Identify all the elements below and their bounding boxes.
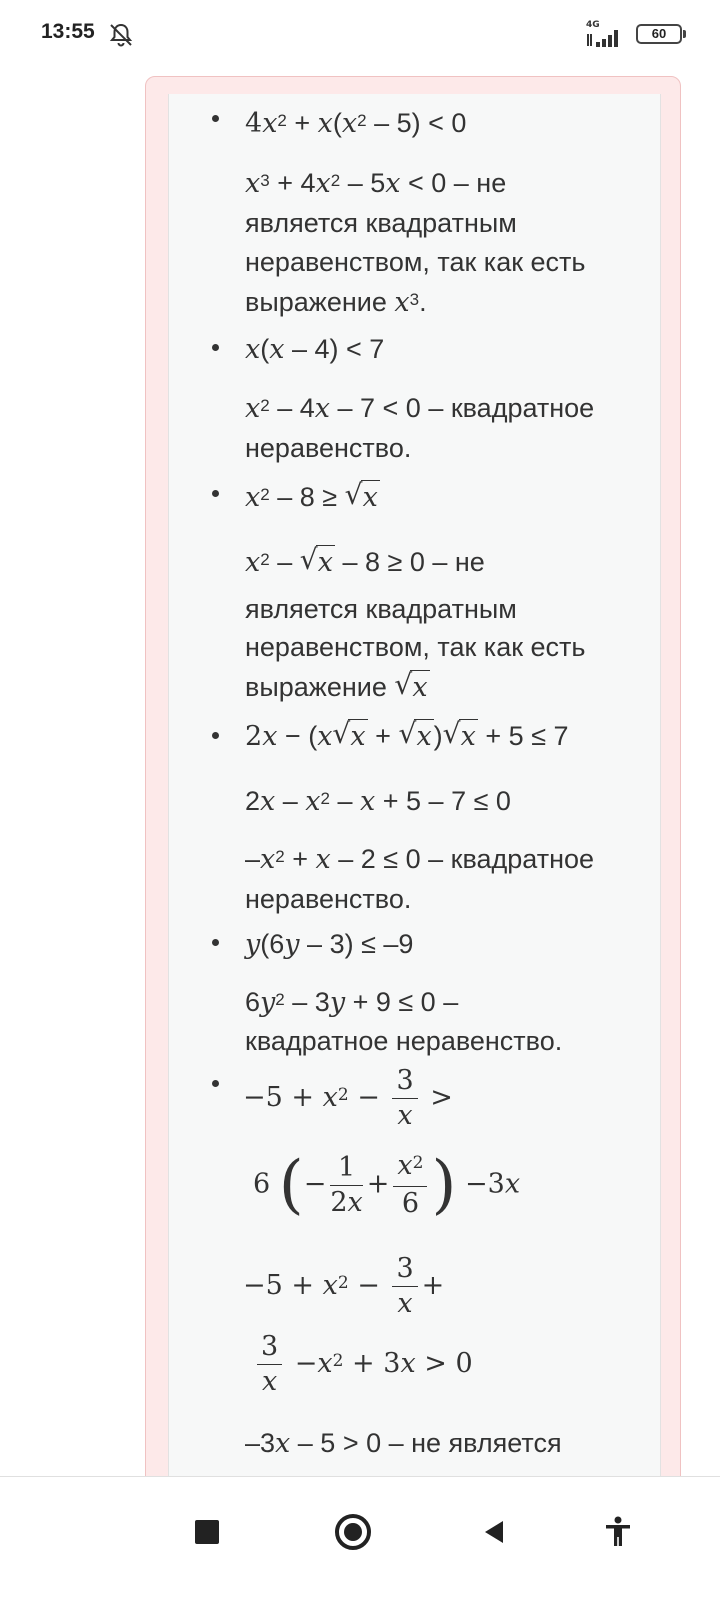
recents-button[interactable] <box>182 1507 232 1557</box>
circle-icon <box>333 1512 373 1552</box>
navigation-bar <box>0 1476 720 1601</box>
solution-2-text: неравенство. <box>245 433 412 463</box>
square-icon <box>194 1519 220 1545</box>
bullet <box>212 1080 219 1087</box>
solution-2-expr: $x^2 - 4x - 7 < 0$ – квадратное <box>245 393 595 424</box>
solution-6-expr: –3x – 5 > 0 – не является <box>245 1428 562 1459</box>
bullet <box>212 732 219 739</box>
battery-tip <box>683 30 686 38</box>
solution-5-text: квадратное неравенство. <box>245 1026 563 1056</box>
problem-6-b: 6 (− $\frac{1}{2x}$ + $\frac{x^2}{6}$ ) −3x <box>253 1148 521 1222</box>
solution-4-expr: $-x^2 + x - 2 \le 0$ – квадратное <box>245 844 595 875</box>
solution-3-text-c: выражение √ x <box>245 670 430 705</box>
solution-5-expr: $6y^2 - 3y + 9 \le 0$ – <box>245 987 459 1018</box>
bullet <box>212 490 219 497</box>
battery-icon: 60 <box>636 24 682 44</box>
solution-1-expr: $x^3 + 4x^2 - 5x < 0$ – не <box>245 168 507 199</box>
bullet <box>212 939 219 946</box>
bullet <box>212 115 219 122</box>
solution-3-text-a: является квадратным <box>245 594 517 624</box>
problem-1: $4x^2 + x(x^2 - 5) < 0$ <box>245 108 467 139</box>
clock: 13:55 <box>41 20 95 43</box>
back-button[interactable] <box>470 1507 520 1557</box>
solution-1-text-a: является квадратным <box>245 208 517 238</box>
solution-1-text-b: неравенством, так как есть <box>245 247 586 277</box>
solution-3-expr: $x^2$ – √ x – 8 ≥ 0 – не <box>245 545 485 583</box>
step-6-b: $\frac{3}{x}$ $-x^2 + 3x > 0$ <box>253 1330 473 1399</box>
problem-4: 2x − (x√ x + √ x)√ x + 5 ≤ 7 <box>245 719 569 754</box>
bullet <box>212 344 219 351</box>
accessibility-icon <box>603 1516 633 1548</box>
problem-2: x(x – 4) < 7 <box>245 334 385 365</box>
problem-6-a: $-5 + x^2$ − $\frac{3}{x}$ > <box>243 1065 453 1131</box>
problem-5: y(6y – 3) ≤ –9 <box>245 929 414 960</box>
signal-icon <box>586 20 626 48</box>
solution-3-text-b: неравенством, так как есть <box>245 632 586 662</box>
home-button[interactable] <box>328 1507 378 1557</box>
network-type: 4G <box>586 20 600 30</box>
solution-4-text: неравенство. <box>245 884 412 914</box>
problem-3: $x^2 - 8$ ≥ √ x <box>245 480 380 518</box>
step-4: $2x - x^2 - x + 5 - 7 \le 0$ <box>245 786 511 817</box>
status-bar <box>0 0 720 70</box>
back-triangle-icon <box>481 1518 509 1546</box>
accessibility-button[interactable] <box>593 1507 643 1557</box>
step-6-a: $-5 + x^2$ − $\frac{3}{x}$ + <box>243 1253 445 1319</box>
bell-off-icon <box>108 22 134 48</box>
answer-content <box>168 94 661 1506</box>
solution-1-text-c: выражение $x^3$. <box>245 287 427 318</box>
